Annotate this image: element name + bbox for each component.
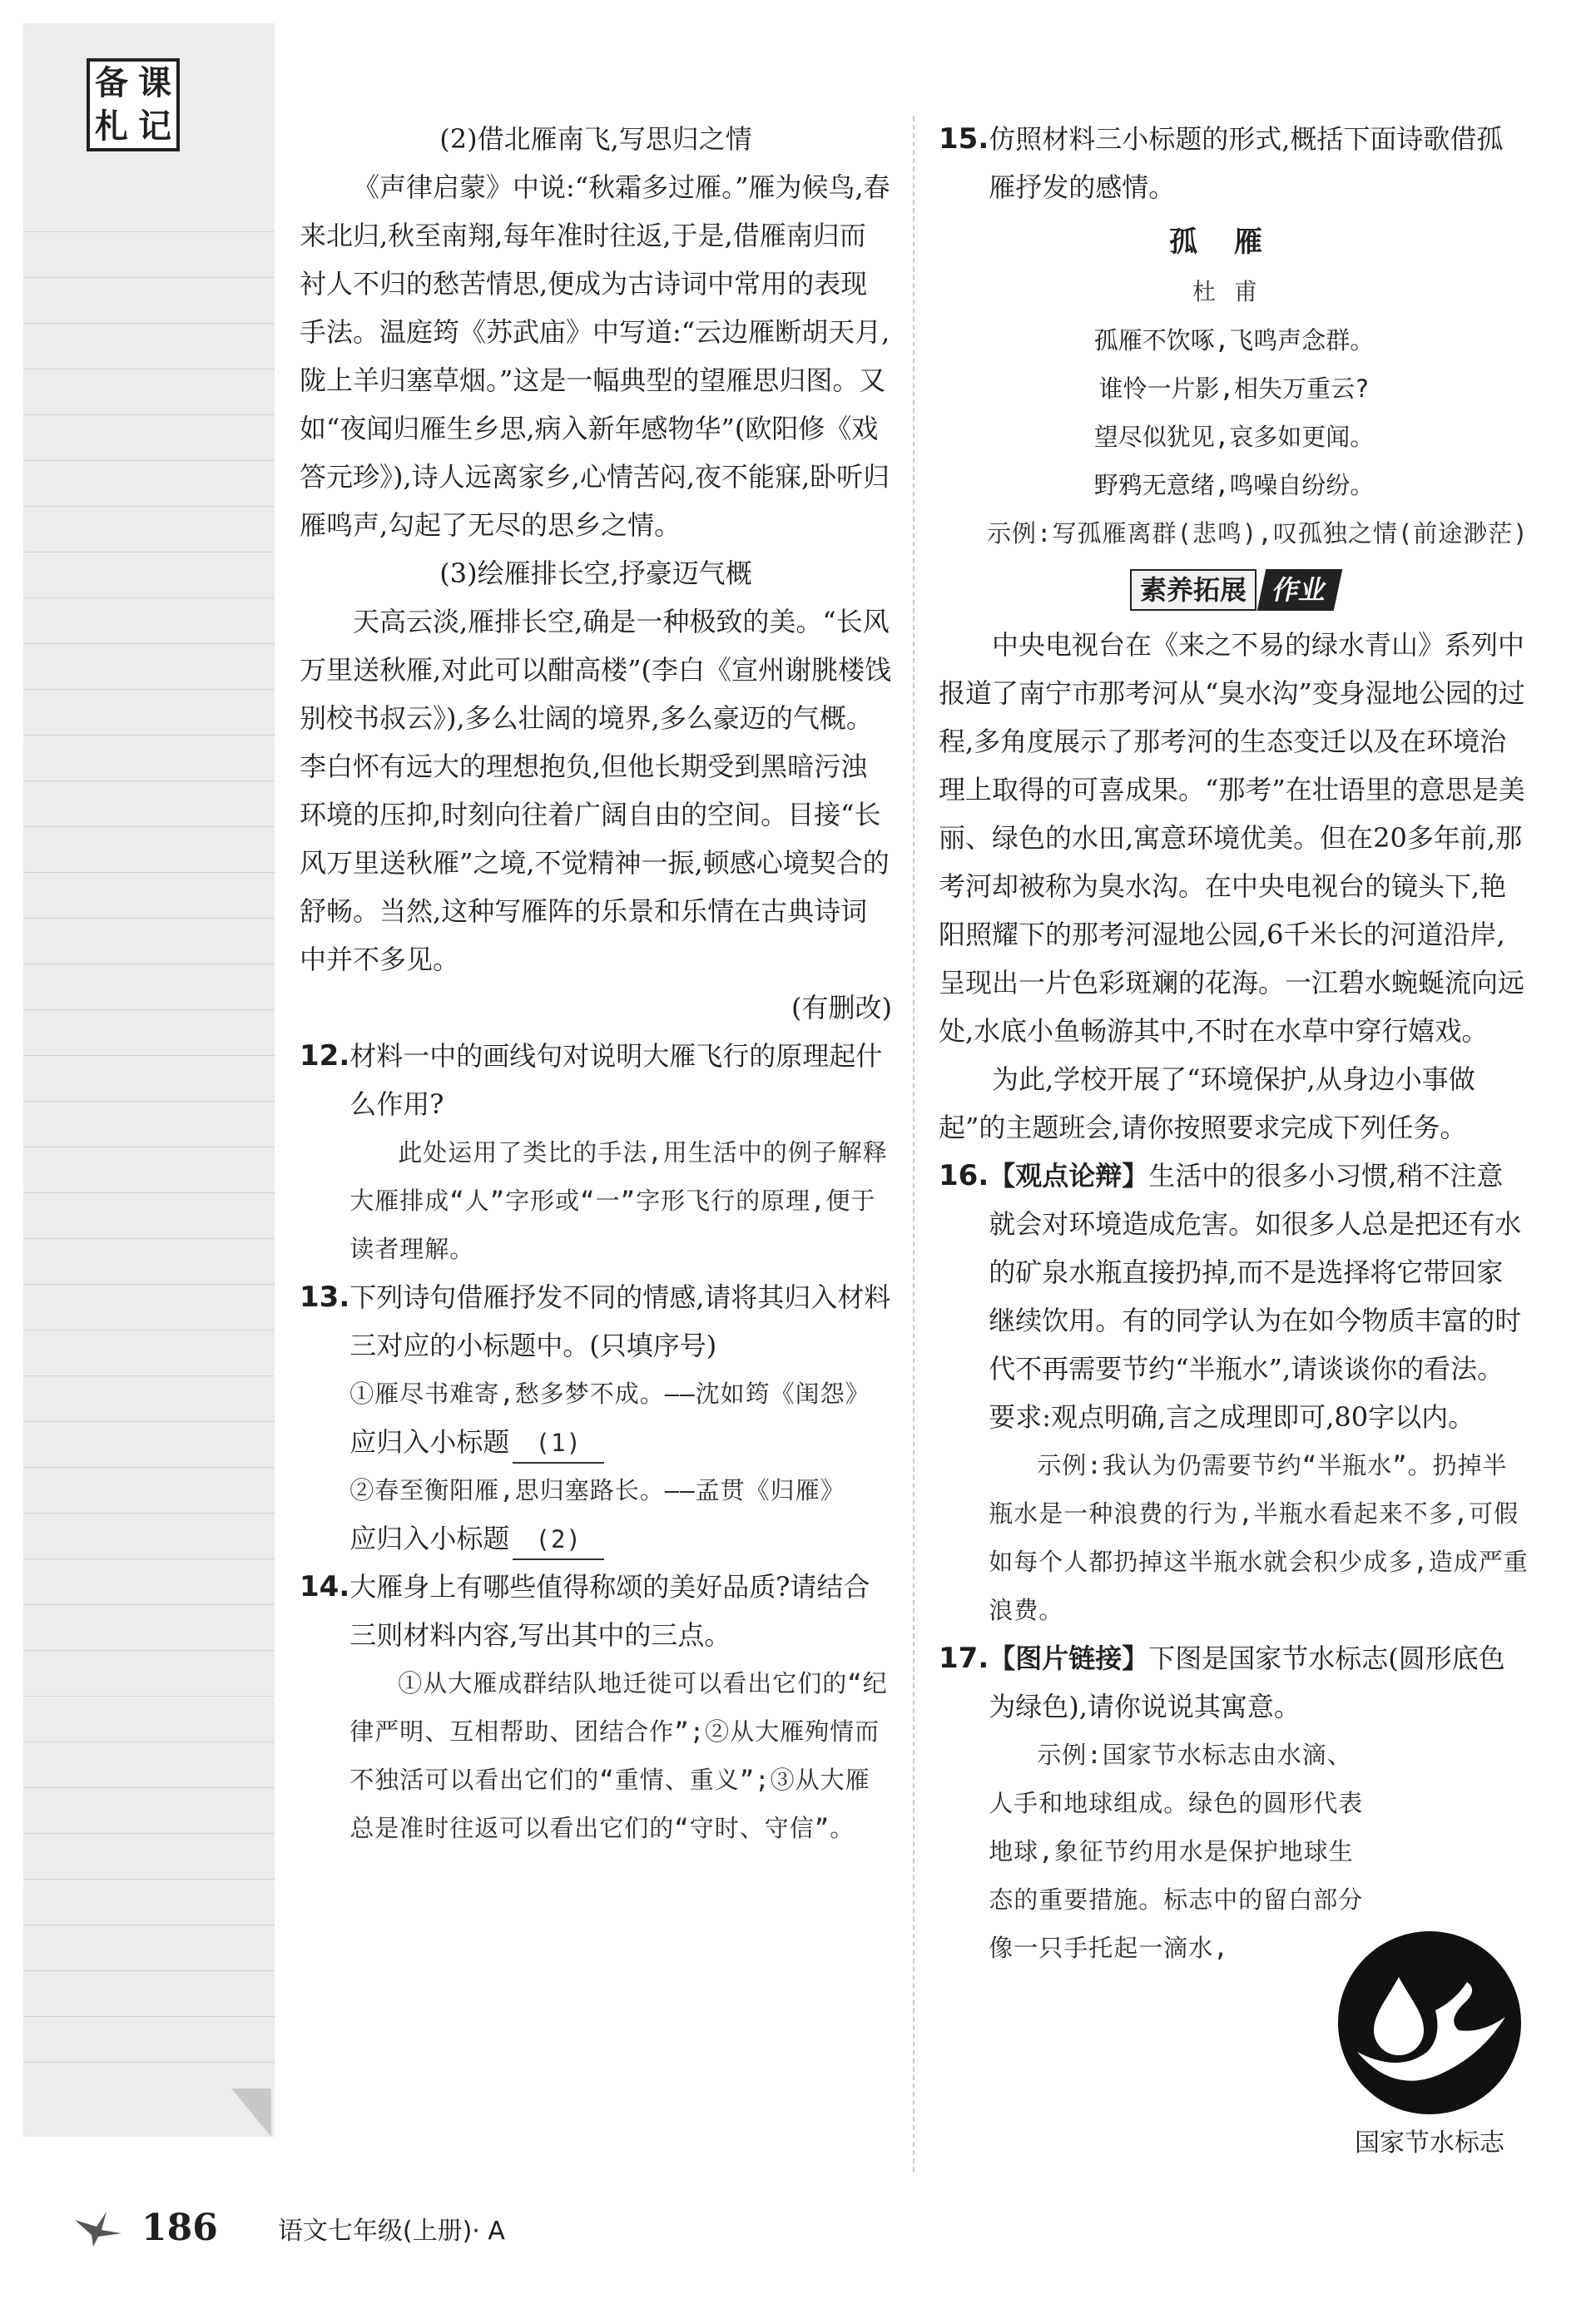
answer-text: 示例:我认为仍需要节约“半瓶水”。扔掉半瓶水是一种浪费的行为,半瓶水看起来不多,可假如每个人都扔掉这半瓶水就会积少成多,造成严重浪费。	[989, 1451, 1529, 1624]
question-number: 16.	[939, 1159, 989, 1192]
book-title: 语文七年级(上册)· A	[277, 2216, 505, 2246]
answer-text: 示例:写孤雁离群(悲鸣),叹孤独之情(前途渺茫)	[987, 519, 1529, 548]
source-note: (有删改)	[791, 992, 892, 1023]
banner-label: 素养拓展	[1130, 569, 1256, 611]
question-text: 大雁身上有哪些值得称颂的美好品质?请结合三则材料内容,写出其中的三点。	[349, 1571, 870, 1651]
question-tag: 【观点论辩】	[989, 1160, 1149, 1192]
page-fold-corner	[231, 2089, 271, 2137]
question-number: 17.	[939, 1642, 989, 1675]
answer-blank[interactable]: (2)	[513, 1520, 604, 1560]
section-heading: (2)借北雁南飞,写思归之情	[439, 123, 752, 155]
poem-author: 杜甫	[1192, 278, 1276, 305]
water-saving-logo-icon	[1334, 1927, 1525, 2118]
question-text: 生活中的很多小习惯,稍不注意就会对环境造成危害。如很多人总是把还有水的矿泉水瓶直接扔掉,而不是选择将它带回家继续饮用。有的同学认为在如今物质丰富的时代不再需要节约“半瓶水”,请谈谈你的看法。要求:观点明确,言之成理即可,80字以内。	[989, 1160, 1522, 1433]
banner-tag: 作业	[1257, 569, 1343, 611]
poem-line: 望尽似犹见,哀多如更闻。	[1093, 423, 1375, 451]
notes-strip	[23, 23, 275, 2137]
section-banner	[939, 569, 1529, 611]
question-17	[939, 1634, 1529, 1972]
paragraph: 为此,学校开展了“环境保护,从身边小事做起”的主题班会,请你按照要求完成下列任务。	[939, 1063, 1475, 1143]
paragraph: 天高云淡,雁排长空,确是一种极致的美。“长风万里送秋雁,对此可以酣高楼”(李白《宣州谢朓楼饯别校书叔云》),多么壮阔的境界,多么豪迈的气概。李白怀有远大的理想抱负,但他长期受到黑暗污浊环境的压抑,时刻向往着广阔自由的空间。目接“长风万里送秋雁”之境,不觉精神一振,顿感心境契合的舒畅。当然,这种写雁阵的乐景和乐情在古典诗词中并不多见。	[300, 606, 892, 975]
poem-title: 孤雁	[1169, 225, 1299, 259]
question-text: 下列诗句借雁抒发不同的情感,请将其归入材料三对应的小标题中。(只填序号)	[349, 1281, 891, 1361]
question-14	[300, 1563, 892, 1852]
answer-text: ①从大雁成群结队地迁徙可以看出它们的“纪律严明、互相帮助、团结合作”;②从大雁殉情而不独活可以看出它们的“重情、重义”;③从大雁总是准时往返可以看出它们的“守时、守信”。	[349, 1669, 888, 1842]
answer-blank[interactable]: (1)	[513, 1424, 604, 1464]
question-13	[300, 1273, 892, 1563]
fill-label: 应归入小标题	[349, 1523, 510, 1554]
stamp-char: 备	[95, 64, 128, 102]
answer-text: 此处运用了类比的手法,用生活中的例子解释大雁排成“人”字形或“一”字形飞行的原理,便于读者理解。	[349, 1138, 888, 1263]
left-column	[300, 115, 892, 1852]
paragraph: 中央电视台在《来之不易的绿水青山》系列中报道了南宁市那考河从“臭水沟”变身湿地公园的过程,多角度展示了那考河的生态变迁以及在环境治理上取得的可喜成果。“那考”在壮语里的意思是美丽、绿色的水田,寓意环境优美。但在20多年前,那考河却被称为臭水沟。在中央电视台的镜头下,艳阳照耀下的那考河湿地公园,6千米长的河道沿岸,呈现出一片色彩斑斓的花海。一江碧水蜿蜒流向远处,水底小鱼畅游其中,不时在水草中穿行嬉戏。	[939, 629, 1525, 1047]
column-divider	[913, 116, 914, 2172]
stamp-char: 课	[138, 64, 171, 102]
fill-label: 应归入小标题	[349, 1426, 510, 1458]
bird-icon	[73, 2208, 123, 2248]
poem-line: 野鸦无意绪,鸣噪自纷纷。	[1093, 471, 1375, 499]
poem-line: 谁怜一片影,相失万重云?	[1098, 374, 1370, 403]
question-text: 下图是国家节水标志(圆形底色为绿色),请你说说其寓意。	[989, 1643, 1505, 1722]
stamp-char: 札	[95, 107, 128, 146]
notes-stamp	[87, 58, 180, 151]
poem-line: 孤雁不饮啄,飞鸣声念群。	[1093, 326, 1375, 354]
paragraph: 《声律启蒙》中说:“秋霜多过雁。”雁为候鸟,春来北归,秋至南翔,每年准时往返,于是,借雁南归而衬人不归的愁苦情思,便成为古诗词中常用的表现手法。温庭筠《苏武庙》中写道:“云边雁断胡天月,陇上羊归塞草烟。”这是一幅典型的望雁思归图。又如“夜闻归雁生乡思,病入新年感物华”(欧阳修《戏答元珍》),诗人远离家乡,心情苦闷,夜不能寐,卧听归雁鸣声,勾起了无尽的思乡之情。	[300, 171, 890, 541]
question-number: 13.	[300, 1281, 350, 1314]
poem-option: ②春至衡阳雁,思归塞路长。——孟贯《归雁》	[349, 1476, 845, 1504]
question-number: 12.	[300, 1039, 350, 1073]
page-number: 186	[141, 2207, 218, 2249]
question-15	[939, 115, 1529, 211]
question-text: 材料一中的画线句对说明大雁飞行的原理起什么作用?	[349, 1040, 883, 1120]
logo-caption: 国家节水标志	[1355, 2128, 1504, 2158]
answer-text: 示例:国家节水标志由水滴、人手和地球组成。绿色的圆形代表地球,象征节约用水是保护地球生态的重要措施。标志中的留白部分像一只手托起一滴水,	[989, 1741, 1364, 1962]
question-text: 仿照材料三小标题的形式,概括下面诗歌借孤雁抒发的感情。	[989, 123, 1504, 203]
page-footer	[73, 2207, 505, 2249]
question-16	[939, 1152, 1529, 1634]
water-saving-logo	[1330, 1927, 1529, 2160]
question-number: 15.	[939, 122, 989, 156]
question-number: 14.	[300, 1570, 350, 1603]
stamp-char: 记	[138, 107, 171, 146]
right-column	[939, 115, 1529, 1972]
question-tag: 【图片链接】	[989, 1643, 1149, 1674]
section-heading: (3)绘雁排长空,抒豪迈气概	[439, 557, 752, 589]
question-12	[300, 1032, 892, 1273]
poem-option: ①雁尽书难寄,愁多梦不成。——沈如筠《闺怨》	[349, 1380, 870, 1408]
